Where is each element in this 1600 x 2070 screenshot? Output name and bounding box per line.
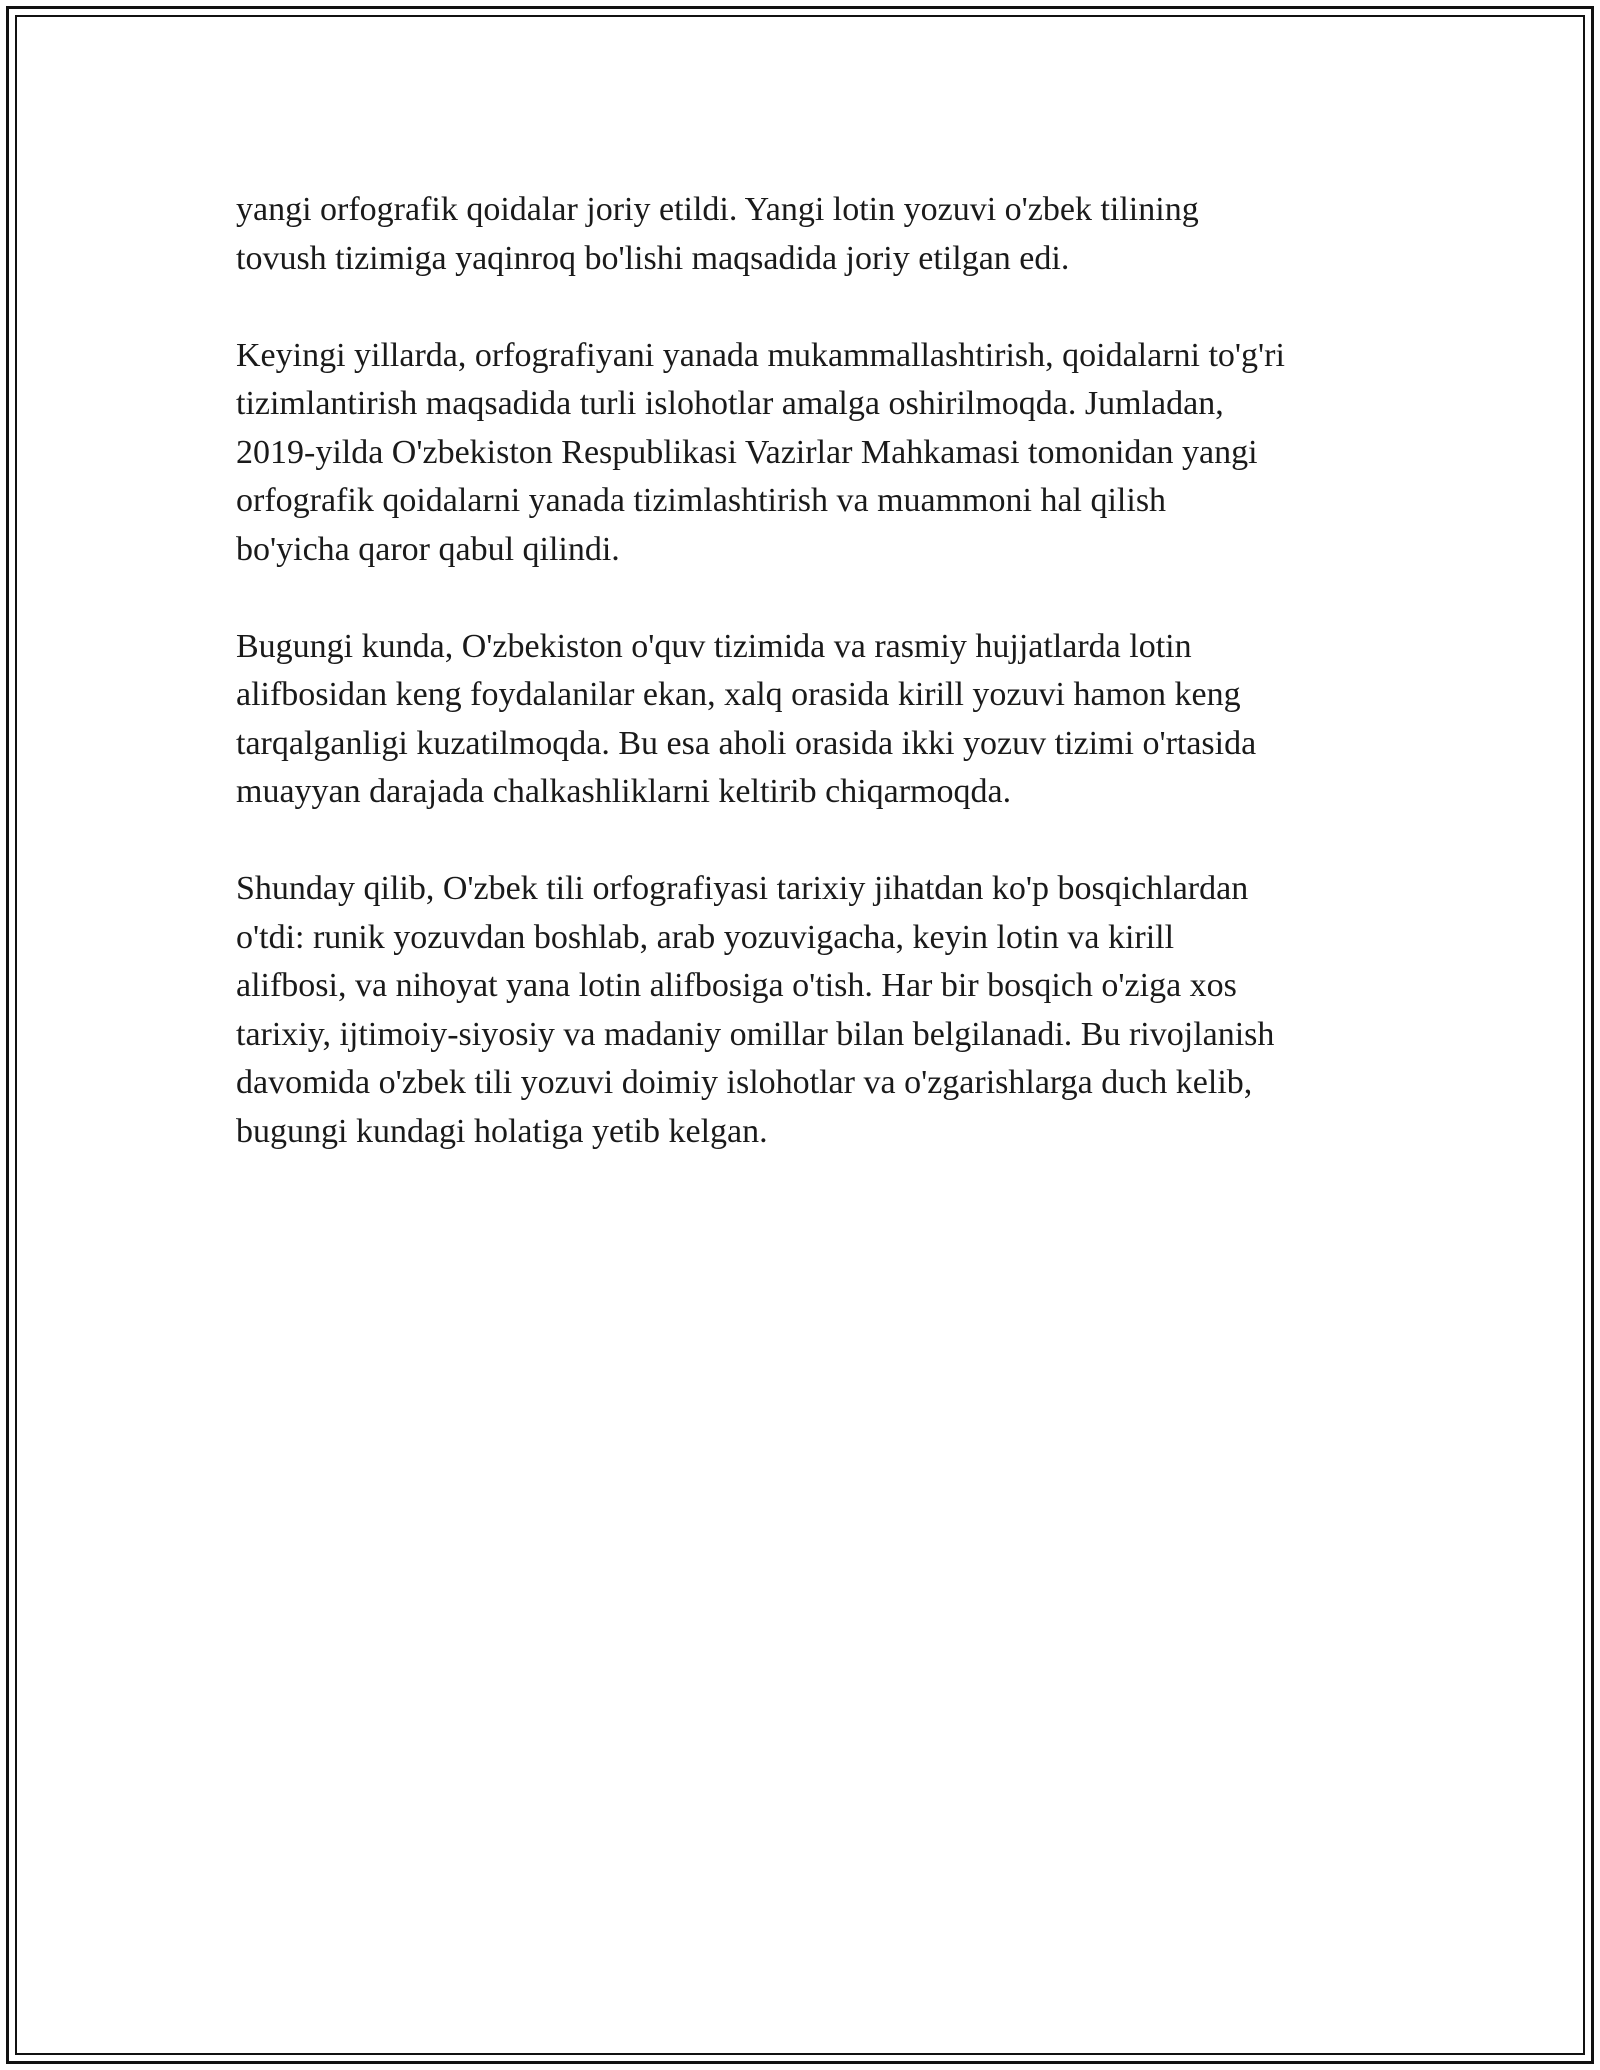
document-body [236, 186, 1376, 1205]
paragraph-3: Bugungi kunda, O'zbekiston o'quv tizimida va rasmiy hujjatlarda lotin alifbosidan keng foydalanilar ekan, xalq orasida kirill yozuvi hamon keng tarqalganligi kuzatilmoqda. Bu esa aholi orasida ikki yozuv tizimi o'rtasida muayyan darajada chalkashliklarni keltirib chiqarmoqda. [236, 627, 1257, 810]
paragraph-2: Keyingi yillarda, orfografiyani yanada mukammallashtirish, qoidalarni to'g'ri tizimlantirish maqsadida turli islohotlar amalga oshirilmoqda. Jumladan, 2019-yilda O'zbekiston Respublikasi Vazirlar Mahkamasi tomonidan yangi orfografik qoidalarni yanada tizimlashtirish va muammoni hal qilish bo'yicha qaror qabul qilindi. [236, 336, 1285, 568]
paragraph-1: yangi orfografik qoidalar joriy etildi. Yangi lotin yozuvi o'zbek tilining tovush tizimiga yaqinroq bo'lishi maqsadida joriy etilgan edi. [236, 191, 1199, 277]
paragraph-4: Shunday qilib, O'zbek tili orfografiyasi tarixiy jihatdan ko'p bosqichlardan o'tdi: runik yozuvdan boshlab, arab yozuvigacha, keyin lotin va kirill alifbosi, va nihoyat yana lotin alifbosiga o'tish. Har bir bosqich o'ziga xos tarixiy, ijtimoiy-siyosiy va madaniy omillar bilan belgilanadi. Bu rivojlanish davomida o'zbek tili yozuvi doimiy islohotlar va o'zgarishlarga duch kelib, bugungi kundagi holatiga yetib kelgan. [236, 870, 1275, 1150]
